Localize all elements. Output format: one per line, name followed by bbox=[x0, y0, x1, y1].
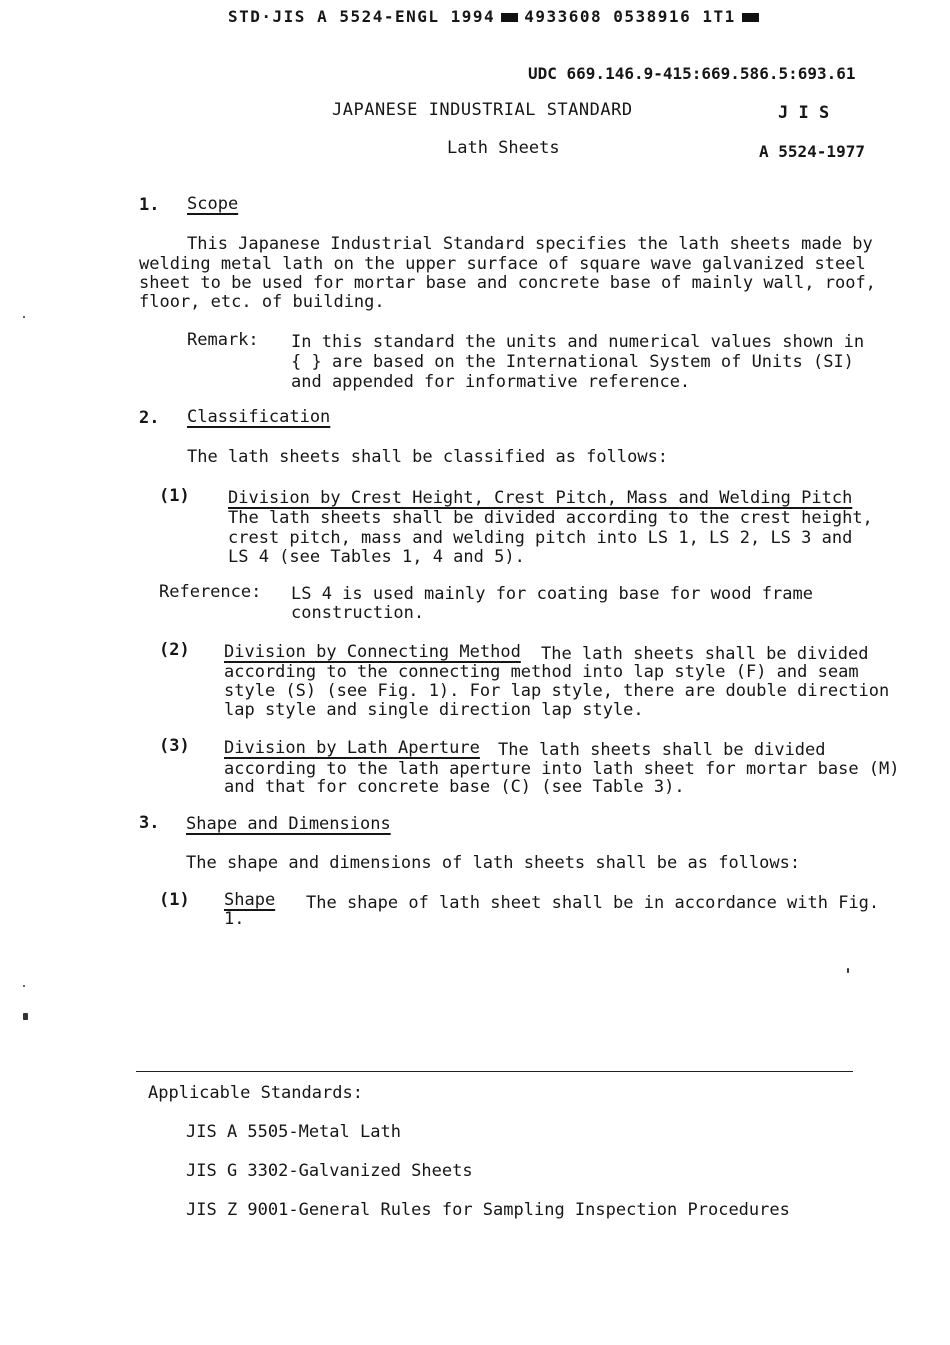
applicable-standard-item: JIS G 3302-Galvanized Sheets bbox=[186, 1161, 473, 1181]
shape-dimensions-intro: The shape and dimensions of lath sheets shall be as follows: bbox=[186, 853, 801, 873]
reference-line-2: construction. bbox=[291, 603, 425, 623]
shape-text: The shape of lath sheet shall be in accordance with Fig. bbox=[306, 893, 880, 913]
section-heading-classification: Classification bbox=[187, 407, 331, 427]
classification-intro: The lath sheets shall be classified as follows: bbox=[187, 447, 669, 467]
scan-speck bbox=[23, 1013, 28, 1020]
section-number: 3. bbox=[139, 813, 160, 833]
applicable-standard-item: JIS Z 9001-General Rules for Sampling Inspection Procedures bbox=[186, 1200, 790, 1220]
item2-line-2: style (S) (see Fig. 1). For lap style, there are double direction bbox=[224, 681, 890, 701]
item3-first-line-rest: The lath sheets shall be divided bbox=[498, 740, 826, 760]
stamp-code-1: 4933608 bbox=[524, 7, 603, 26]
stamp-text: STD·JIS A 5524-ENGL 1994 bbox=[228, 7, 496, 26]
footnote-divider bbox=[136, 1071, 853, 1072]
shape-text-continuation: 1. bbox=[224, 909, 245, 929]
section-heading-shape-dimensions: Shape and Dimensions bbox=[186, 814, 391, 834]
scope-line-3: sheet to be used for mortar base and concrete base of mainly wall, roof, bbox=[139, 273, 876, 293]
scope-line-2: welding metal lath on the upper surface of square wave galvanized steel bbox=[139, 254, 866, 274]
item-number: (2) bbox=[159, 640, 190, 660]
stamp-code-3: 1T1 bbox=[702, 7, 736, 26]
scan-speck bbox=[847, 968, 849, 973]
udc-number: UDC 669.146.9-415:669.586.5:693.61 bbox=[528, 64, 856, 83]
item-number: (1) bbox=[159, 890, 190, 910]
item2-first-line-rest: The lath sheets shall be divided bbox=[541, 644, 869, 664]
section-number: 2. bbox=[139, 408, 160, 428]
section-number: 1. bbox=[139, 195, 160, 215]
reference-label: Reference: bbox=[159, 582, 262, 602]
item3-line-2: and that for concrete base (C) (see Table 3). bbox=[224, 777, 685, 797]
item1-line-3: LS 4 (see Tables 1, 4 and 5). bbox=[228, 547, 525, 567]
scope-line-4: floor, etc. of building. bbox=[139, 292, 385, 312]
redaction-block-icon bbox=[742, 13, 759, 22]
item-heading-shape: Shape bbox=[224, 890, 276, 910]
standard-name: JAPANESE INDUSTRIAL STANDARD bbox=[332, 100, 633, 120]
reference-line-1: LS 4 is used mainly for coating base for wood frame bbox=[291, 584, 813, 604]
item-number: (3) bbox=[159, 736, 190, 756]
redaction-block-icon bbox=[501, 13, 518, 22]
item2-line-1: according to the connecting method into lap style (F) and seam bbox=[224, 662, 859, 682]
applicable-standards-label: Applicable Standards: bbox=[148, 1083, 363, 1103]
item-heading-lath-aperture: Division by Lath Aperture bbox=[224, 738, 480, 758]
item-heading-crest-height: Division by Crest Height, Crest Pitch, Mass and Welding Pitch bbox=[228, 488, 853, 508]
document-stamp bbox=[228, 7, 765, 26]
item1-line-2: crest pitch, mass and welding pitch into LS 1, LS 2, LS 3 and bbox=[228, 528, 853, 548]
applicable-standard-item: JIS A 5505-Metal Lath bbox=[186, 1122, 401, 1142]
stamp-code-2: 0538916 bbox=[613, 7, 692, 26]
item3-line-1: according to the lath aperture into lath sheet for mortar base (M) bbox=[224, 759, 900, 779]
item-heading-connecting-method: Division by Connecting Method bbox=[224, 642, 521, 662]
jis-mark: J I S bbox=[778, 103, 830, 123]
remark-label: Remark: bbox=[187, 330, 259, 350]
remark-line-3: and appended for informative reference. bbox=[291, 372, 691, 392]
remark-line-2: { } are based on the International System of Units (SI) bbox=[291, 352, 854, 372]
remark-line-1: In this standard the units and numerical values shown in bbox=[291, 332, 865, 352]
scan-speck bbox=[23, 985, 25, 987]
item-number: (1) bbox=[159, 486, 190, 506]
scan-speck bbox=[23, 316, 25, 318]
page-title: Lath Sheets bbox=[447, 138, 560, 158]
section-heading-scope: Scope bbox=[187, 194, 239, 214]
scope-line-1: This Japanese Industrial Standard specifies the lath sheets made by bbox=[187, 234, 873, 254]
item2-line-3: lap style and single direction lap style. bbox=[224, 700, 644, 720]
standard-number: A 5524-1977 bbox=[759, 142, 865, 161]
item1-line-1: The lath sheets shall be divided according to the crest height, bbox=[228, 508, 873, 528]
